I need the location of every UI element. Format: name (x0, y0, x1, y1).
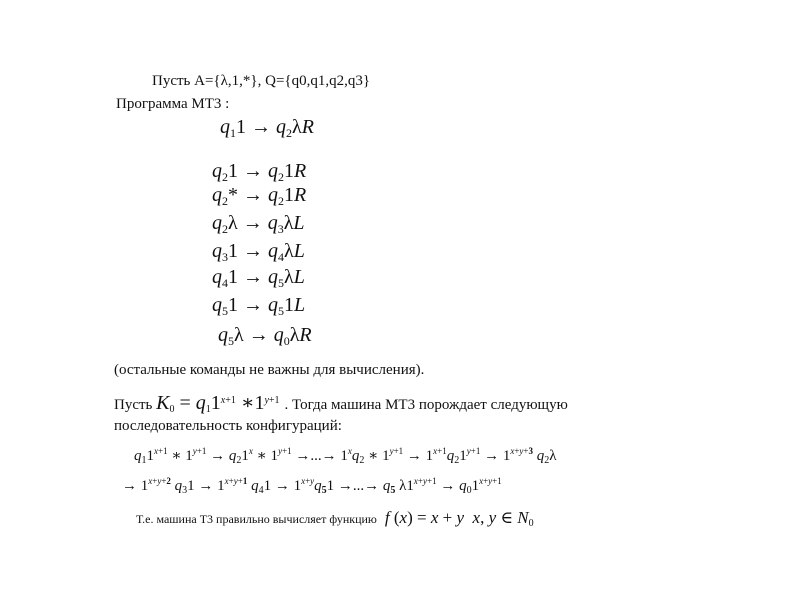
header-line (152, 73, 370, 90)
conclusion-line (136, 508, 534, 529)
command-4: $q_2\lambda \to q_3\lambda L$ (212, 212, 305, 236)
config-sequence-line-1: $q_11^{x+1}$ ∗ $1^{y+1} \to q_21^x$ ∗ $1^{y+1}$ →...→ $1^xq_2$ ∗ $1^{y+1} \to 1^{x+1}q_21^{y+1} \to 1^{x+y+3}$ $q_2\lambda$ (134, 446, 557, 466)
command-2: $q_21 \to q_21R$ (212, 160, 307, 184)
command-7: $q_51 \to q_51L$ (212, 294, 306, 318)
command-6: $q_41 \to q_5\lambda L$ (212, 266, 305, 290)
function-formula: f (x) = x + y x, y ∈ $N_0$ (384, 508, 534, 529)
sequence-label: последовательность конфигураций: (114, 418, 342, 434)
header-alphabet: λ,1,* (220, 73, 251, 89)
header-close: }, Q= (250, 73, 285, 89)
config-sequence-line-2: → $1^{x+y+2}$ $q_31 \to 1^{x+y+1}$ $q_41 \to 1^{x+y}q_51$ →...→ $q_5$ $\lambda 1^{x+y+1} \to q_01^{x+y+1}$ (122, 476, 502, 496)
command-8: $q_5\lambda \to q_0\lambda R$ (218, 324, 312, 348)
intro-line (114, 390, 568, 415)
program-label: Программа МТ3 : (116, 96, 230, 112)
command-1: $q_11 \to q_2\lambda R$ (220, 116, 314, 140)
header-states: {q0,q1,q2,q3} (284, 73, 371, 89)
intro-then: . Тогда машина МТ3 порождает следующую (284, 397, 568, 413)
note-text: (остальные команды не важны для вычисления). (114, 362, 425, 378)
command-3: $q_2* \to q_21R$ (212, 184, 307, 208)
k0-formula: $K_0 = q_11^{x+1}$ $∗1^{y+1}$ (156, 392, 280, 415)
conclusion-text: Т.е. машина Т3 правильно вычисляет функцию (136, 512, 377, 526)
intro-pust: Пусть (114, 397, 153, 413)
header-pust-text: Пусть A={ (152, 73, 221, 89)
command-5: $q_31 \to q_4\lambda L$ (212, 240, 305, 264)
